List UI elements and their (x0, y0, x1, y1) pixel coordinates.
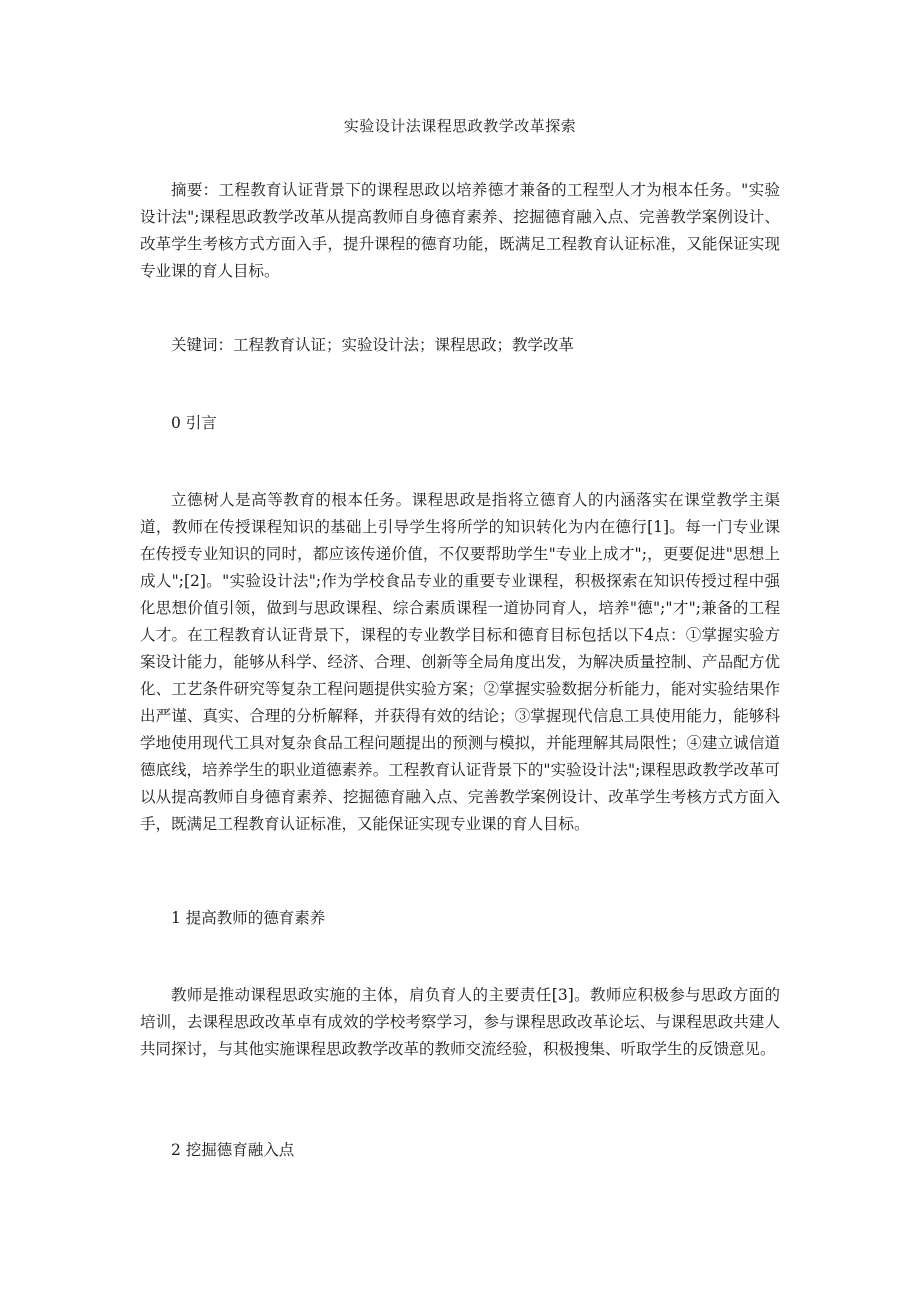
section-heading-integration: 2 挖掘德育融入点 (171, 1141, 295, 1159)
section-heading-intro: 0 引言 (171, 414, 217, 432)
section-body-intro: 立德树人是高等教育的根本任务。课程思政是指将立德育人的内涵落实在课堂教学主渠道，教师在传授课程知识的基础上引导学生将所学的知识转化为内在德行[1]。每一门专业课在传授专业知识的同时，都应该传递价值，不仅要帮助学生"专业上成才";，更要促进"思想上成人";[2]。"实验设计法";作为学校食品专业的重要专业课程，积极探索在知识传授过程中强化思想价值引领，做到与思政课程、综合素质课程一道协同育人，培养"德";"才";兼备的工程人才。在工程教育认证背景下，课程的专业教学目标和德育目标包括以下4点：①掌握实验方案设计能力，能够从科学、经济、合理、创新等全局角度出发，为解决质量控制、产品配方优化、工艺条件研究等复杂工程问题提供实验方案；②掌握实验数据分析能力，能对实验结果作出严谨、真实、合理的分析解释，并获得有效的结论；③掌握现代信息工具使用能力，能够科学地使用现代工具对复杂食品工程问题提出的预测与模拟，并能理解其局限性；④建立诚信道德底线，培养学生的职业道德素养。工程教育认证背景下的"实验设计法";课程思政教学改革可以从提高教师自身德育素养、挖掘德育融入点、完善教学案例设计、改革学生考核方式方面入手，既满足工程教育认证标准，又能保证实现专业课的育人目标。 (140, 491, 780, 833)
abstract-paragraph: 摘要：工程教育认证背景下的课程思政以培养德才兼备的工程型人才为根本任务。"实验设计法";课程思政教学改革从提高教师自身德育素养、挖掘德育融入点、完善教学案例设计、改革学生考核方式方面入手，提升课程的德育功能，既满足工程教育认证标准，又能保证实现专业课的育人目标。 (140, 181, 780, 280)
section-heading-teacher: 1 提高教师的德育素养 (171, 909, 326, 927)
document-title: 实验设计法课程思政教学改革探索 (343, 117, 577, 135)
section-body-teacher: 教师是推动课程思政实施的主体，肩负育人的主要责任[3]。教师应积极参与思政方面的培训，去课程思政改革卓有成效的学校考察学习，参与课程思政改革论坛、与课程思政共建人共同探讨，与其他实施课程思政教学改革的教师交流经验，积极搜集、听取学生的反馈意见。 (140, 986, 780, 1058)
keywords-paragraph: 关键词：工程教育认证；实验设计法；课程思政；教学改革 (171, 336, 575, 354)
